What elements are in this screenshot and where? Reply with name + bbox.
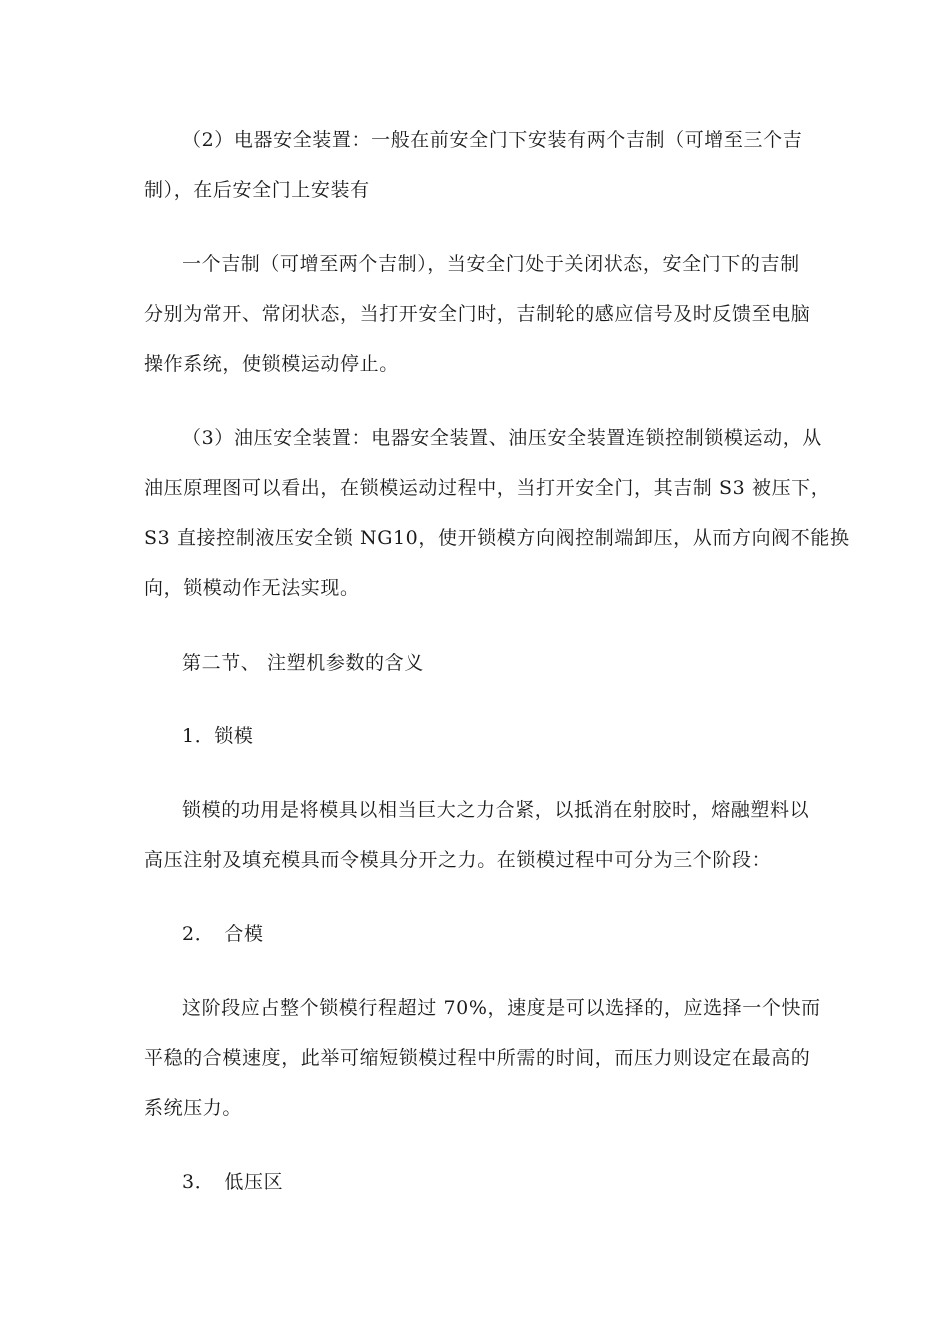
subheading-low-pressure-zone: 3． 低压区	[182, 1171, 284, 1193]
subheading-mold-closing: 2． 合模	[182, 923, 264, 945]
paragraph-door-switch-line-2: 分别为常开、常闭状态，当打开安全门时，吉制轮的感应信号及时反馈至电脑	[144, 303, 811, 325]
paragraph-hydraulic-safety-line-3: S3 直接控制液压安全锁 NG10，使开锁模方向阀控制端卸压，从而方向阀不能换	[144, 527, 850, 549]
paragraph-clamping-line-2: 高压注射及填充模具而令模具分开之力。在锁模过程中可分为三个阶段：	[144, 849, 772, 871]
paragraph-hydraulic-safety-line-4: 向，锁模动作无法实现。	[144, 577, 360, 599]
paragraph-mold-closing-line-1: 这阶段应占整个锁模行程超过 70%，速度是可以选择的，应选择一个快而	[182, 997, 821, 1019]
paragraph-mold-closing-line-2: 平稳的合模速度，此举可缩短锁模过程中所需的时间，而压力则设定在最高的	[144, 1047, 811, 1069]
paragraph-hydraulic-safety-line-2: 油压原理图可以看出，在锁模运动过程中，当打开安全门，其吉制 S3 被压下，	[144, 477, 831, 499]
section-heading: 第二节、 注塑机参数的含义	[182, 652, 424, 674]
paragraph-hydraulic-safety-line-1: （3）油压安全装置：电器安全装置、油压安全装置连锁控制锁模运动，从	[182, 427, 822, 449]
paragraph-door-switch-line-1: 一个吉制（可增至两个吉制），当安全门处于关闭状态，安全门下的吉制	[182, 253, 800, 275]
subheading-clamping: 1．锁模	[182, 725, 254, 747]
paragraph-electrical-safety-line-1: （2）电器安全装置：一般在前安全门下安装有两个吉制（可增至三个吉	[182, 129, 803, 151]
paragraph-mold-closing-line-3: 系统压力。	[144, 1097, 243, 1119]
paragraph-electrical-safety-line-2: 制），在后安全门上安装有	[144, 179, 370, 201]
paragraph-clamping-line-1: 锁模的功用是将模具以相当巨大之力合紧，以抵消在射胶时，熔融塑料以	[182, 799, 810, 821]
paragraph-door-switch-line-3: 操作系统，使锁模运动停止。	[144, 353, 399, 375]
